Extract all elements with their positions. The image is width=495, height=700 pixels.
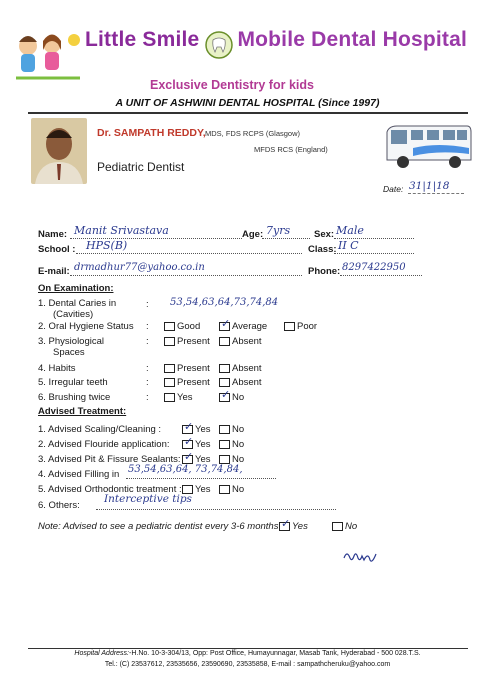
checkbox[interactable] bbox=[219, 440, 230, 449]
option-no[interactable]: ✓ No bbox=[221, 388, 245, 403]
hospital-title: Little Smile Mobile Dental Hospital bbox=[85, 28, 468, 51]
treatment-item-filling: 4. Advised Filling in bbox=[38, 469, 120, 480]
checkmark-icon: ✓ bbox=[281, 517, 291, 530]
option-absent[interactable]: Absent bbox=[219, 363, 262, 374]
patient-sex: Male bbox=[336, 224, 364, 237]
checkbox-checked[interactable] bbox=[219, 317, 231, 331]
exam-item-brushing: 6. Brushing twice bbox=[38, 392, 111, 403]
option-yes[interactable]: ✓ Yes bbox=[184, 420, 211, 435]
option-no[interactable]: No bbox=[219, 439, 244, 450]
colon: : bbox=[146, 336, 149, 347]
kids-logo bbox=[12, 28, 84, 84]
others-value: Interceptive tips bbox=[104, 493, 192, 505]
checkbox[interactable] bbox=[219, 425, 230, 434]
option-no[interactable]: No bbox=[219, 424, 244, 435]
patient-age: 7yrs bbox=[266, 224, 291, 237]
checkmark-icon: ✓ bbox=[184, 450, 194, 463]
date-value: 31|1|18 bbox=[409, 180, 450, 192]
checkbox[interactable] bbox=[219, 455, 230, 464]
treatment-item-flouride: 2. Advised Flouride application: bbox=[38, 439, 170, 450]
option-yes[interactable]: Yes bbox=[182, 484, 211, 495]
note-text: Note: Advised to see a pediatric dentist every 3-6 months bbox=[38, 521, 279, 532]
colon: : bbox=[146, 299, 149, 310]
colon: : bbox=[146, 321, 149, 332]
checkbox[interactable] bbox=[284, 322, 295, 331]
checkbox-checked[interactable] bbox=[219, 388, 231, 402]
colon: : bbox=[146, 377, 149, 388]
checkbox-checked[interactable] bbox=[182, 450, 194, 464]
treatment-item-scaling: 1. Advised Scaling/Cleaning : bbox=[38, 424, 162, 435]
date-label: Date: bbox=[383, 184, 404, 194]
date-line bbox=[408, 193, 464, 194]
checkbox[interactable] bbox=[164, 337, 175, 346]
exam-item-habits: 4. Habits bbox=[38, 363, 76, 374]
school-label: School : bbox=[38, 244, 76, 255]
doctor-signature bbox=[342, 548, 378, 564]
option-good[interactable]: Good bbox=[164, 321, 200, 332]
phone-line bbox=[340, 275, 422, 276]
option-no[interactable]: No bbox=[219, 454, 244, 465]
doctor-photo bbox=[31, 118, 87, 184]
patient-email: drmadhur77@yahoo.co.in bbox=[74, 262, 205, 273]
exam-item-oral-hygiene: 2. Oral Hygiene Status bbox=[38, 321, 134, 332]
option-yes[interactable]: Yes bbox=[164, 392, 193, 403]
tooth-logo bbox=[204, 30, 234, 60]
option-absent[interactable]: Absent bbox=[219, 336, 262, 347]
note-option-yes[interactable]: ✓ Yes bbox=[281, 517, 308, 532]
option-no[interactable]: No bbox=[219, 484, 244, 495]
checkbox[interactable] bbox=[164, 322, 175, 331]
patient-school: HPS(B) bbox=[86, 239, 128, 252]
subtitle: Exclusive Dentistry for kids bbox=[150, 78, 314, 92]
footer-divider bbox=[28, 648, 468, 649]
filling-value: 53,54,63,64, 73,74,84, bbox=[128, 464, 243, 475]
patient-name: Manit Srivastava bbox=[74, 224, 169, 237]
unit-line: A UNIT OF ASHWINI DENTAL HOSPITAL (Since 1997) bbox=[115, 97, 380, 109]
treatment-item-others: 6. Others: bbox=[38, 500, 80, 511]
checkbox[interactable] bbox=[219, 378, 230, 387]
filling-line bbox=[126, 478, 276, 479]
option-present[interactable]: Present bbox=[164, 377, 210, 388]
email-line bbox=[70, 275, 302, 276]
treatment-heading: Advised Treatment: bbox=[38, 406, 127, 417]
age-label: Age: bbox=[242, 229, 264, 240]
treatment-item-orthodontic: 5. Advised Orthodontic treatment : bbox=[38, 484, 182, 495]
examination-heading: On Examination: bbox=[38, 283, 114, 294]
mobile-bus-icon bbox=[383, 118, 473, 172]
option-poor[interactable]: Poor bbox=[284, 321, 317, 332]
checkmark-icon: ✓ bbox=[184, 435, 194, 448]
checkbox[interactable] bbox=[164, 378, 175, 387]
others-line bbox=[96, 509, 336, 510]
colon: : bbox=[146, 392, 149, 403]
doctor-name: Dr. SAMPATH REDDY, bbox=[97, 127, 206, 139]
option-yes[interactable]: ✓ Yes bbox=[184, 450, 211, 465]
footer-contact: Tel.: (C) 23537612, 23535656, 23590690, 23535858, E-mail : sampathcheruku@yahoo.com bbox=[104, 661, 391, 668]
checkbox[interactable] bbox=[164, 364, 175, 373]
school-line bbox=[76, 253, 302, 254]
patient-phone: 8297422950 bbox=[342, 262, 406, 273]
doctor-role: Pediatric Dentist bbox=[97, 160, 185, 174]
name-label: Name: bbox=[38, 229, 68, 240]
treatment-item-sealants: 3. Advised Pit & Fissure Sealants: bbox=[38, 454, 181, 465]
doctor-qualification-2: MFDS RCS (England) bbox=[254, 145, 328, 154]
checkmark-icon: ✓ bbox=[221, 317, 231, 330]
age-line bbox=[262, 238, 310, 239]
option-present[interactable]: Present bbox=[164, 336, 210, 347]
doctor-qualification: MDS, FDS RCPS (Glasgow) bbox=[205, 129, 301, 138]
class-line bbox=[334, 253, 414, 254]
checkmark-icon: ✓ bbox=[221, 388, 231, 401]
checkbox[interactable] bbox=[164, 393, 175, 402]
option-present[interactable]: Present bbox=[164, 363, 210, 374]
checkmark-icon: ✓ bbox=[184, 420, 194, 433]
phone-label: Phone: bbox=[308, 266, 341, 277]
checkbox-checked[interactable] bbox=[182, 420, 194, 434]
patient-class: II C bbox=[338, 239, 359, 252]
caries-value: 53,54,63,64,73,74,84 bbox=[170, 297, 279, 308]
option-average[interactable]: ✓ Average bbox=[221, 317, 268, 332]
option-absent[interactable]: Absent bbox=[219, 377, 262, 388]
checkbox-checked[interactable] bbox=[182, 435, 194, 449]
sex-label: Sex: bbox=[314, 229, 335, 240]
note-option-no[interactable]: No bbox=[332, 521, 357, 532]
checkbox-checked[interactable] bbox=[279, 517, 291, 531]
header-divider bbox=[28, 112, 468, 114]
exam-item-spaces: 3. Physiological Spaces bbox=[38, 336, 105, 358]
option-yes[interactable]: ✓ Yes bbox=[184, 435, 211, 450]
exam-item-irregular-teeth: 5. Irregular teeth bbox=[38, 377, 108, 388]
checkbox[interactable] bbox=[219, 485, 230, 494]
checkbox[interactable] bbox=[219, 364, 230, 373]
email-label: E-mail: bbox=[38, 266, 70, 277]
class-label: Class: bbox=[308, 244, 337, 255]
exam-item-caries: 1. Dental Caries in (Cavities) bbox=[38, 298, 117, 320]
colon: : bbox=[146, 363, 149, 374]
footer-address: Hospital Address:-H.No. 10-3-304/13, Opp: Post Office, Humayunnagar, Masab Tank, Hyderabad - 500 028.T.S. bbox=[74, 650, 421, 657]
checkbox[interactable] bbox=[219, 337, 230, 346]
checkbox[interactable] bbox=[332, 522, 343, 531]
